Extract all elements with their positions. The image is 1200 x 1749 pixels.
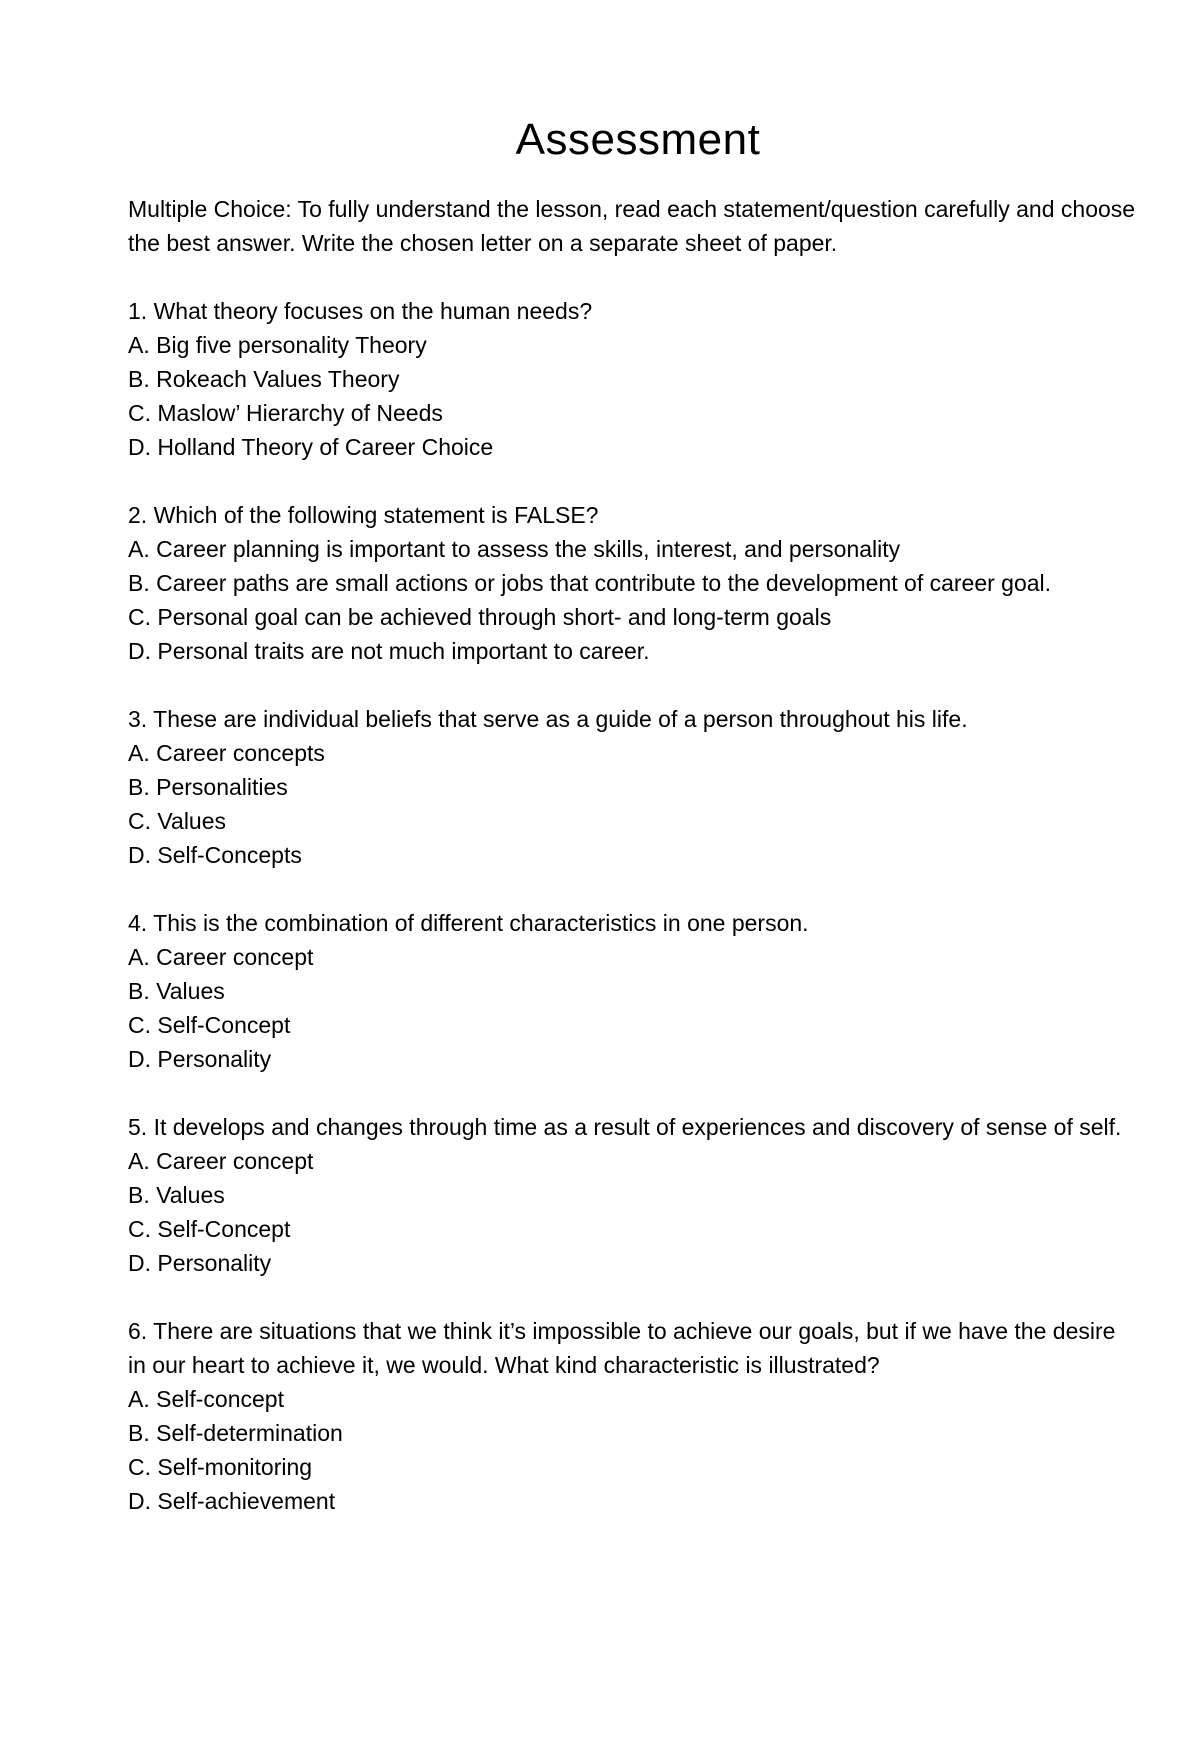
answer-option: A. Career concepts xyxy=(128,740,325,766)
question-prompt: 1. What theory focuses on the human needs? xyxy=(128,298,593,324)
question-prompt: 2. Which of the following statement is FALSE? xyxy=(128,502,599,528)
answer-option: B. Rokeach Values Theory xyxy=(128,366,400,392)
answer-option: D. Personality xyxy=(128,1046,272,1072)
answer-option: B. Personalities xyxy=(128,774,288,800)
question-prompt: 4. This is the combination of different characteristics in one person. xyxy=(128,910,809,936)
answer-option: A. Self-concept xyxy=(128,1386,284,1412)
answer-option: A. Career concept xyxy=(128,1148,314,1174)
instructions-text: Multiple Choice: To fully understand the lesson, read each statement/question carefully and choose the best answer. Write the chosen letter on a separate sheet of paper. xyxy=(128,196,1136,256)
question-list xyxy=(128,294,1138,1518)
question-prompt: 6. There are situations that we think it’s impossible to achieve our goals, but if we have the desire in our heart to achieve it, we would. What kind characteristic is illustrated? xyxy=(128,1318,1116,1378)
answer-option: D. Self-achievement xyxy=(128,1488,336,1514)
question-block xyxy=(128,498,1138,668)
answer-option: C. Self-Concept xyxy=(128,1216,291,1242)
question-prompt: 5. It develops and changes through time as a result of experiences and discovery of sense of self. xyxy=(128,1114,1122,1140)
answer-option: D. Self-Concepts xyxy=(128,842,302,868)
question-prompt: 3. These are individual beliefs that serve as a guide of a person throughout his life. xyxy=(128,706,968,732)
document-content xyxy=(128,110,1138,1518)
answer-option: C. Maslow’ Hierarchy of Needs xyxy=(128,400,443,426)
question-block xyxy=(128,906,1138,1076)
question-block xyxy=(128,294,1138,464)
answer-option: B. Career paths are small actions or jobs that contribute to the development of career goal. xyxy=(128,570,1052,596)
answer-option: B. Self-determination xyxy=(128,1420,343,1446)
question-block xyxy=(128,702,1138,872)
question-block xyxy=(128,1314,1138,1518)
answer-option: C. Self-monitoring xyxy=(128,1454,313,1480)
answer-option: C. Values xyxy=(128,808,227,834)
answer-option: B. Values xyxy=(128,978,225,1004)
answer-option: A. Career planning is important to assess the skills, interest, and personality xyxy=(128,536,901,562)
answer-option: A. Big five personality Theory xyxy=(128,332,427,358)
answer-option: C. Personal goal can be achieved through short- and long-term goals xyxy=(128,604,832,630)
answer-option: D. Personal traits are not much important to career. xyxy=(128,638,650,664)
answer-option: C. Self-Concept xyxy=(128,1012,291,1038)
question-block xyxy=(128,1110,1138,1280)
answer-option: B. Values xyxy=(128,1182,225,1208)
document-title: Assessment xyxy=(515,115,761,164)
answer-option: D. Personality xyxy=(128,1250,272,1276)
answer-option: A. Career concept xyxy=(128,944,314,970)
answer-option: D. Holland Theory of Career Choice xyxy=(128,434,494,460)
